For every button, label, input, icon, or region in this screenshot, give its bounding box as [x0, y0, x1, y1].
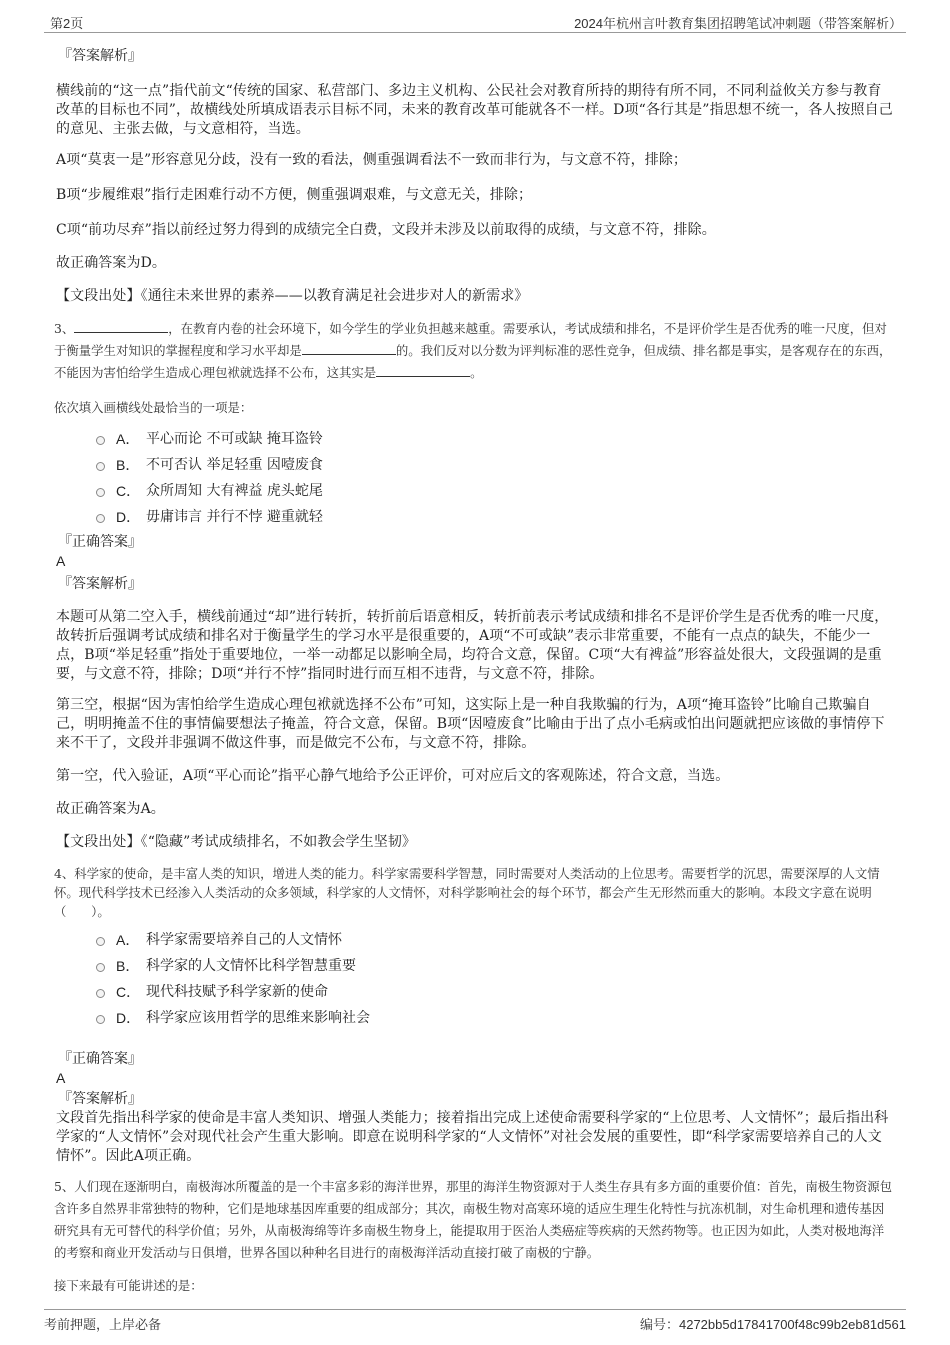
question-3-text [54, 318, 894, 384]
option-a[interactable] [96, 426, 894, 452]
code-label: 编号： [639, 1317, 679, 1332]
radio-icon[interactable] [96, 514, 105, 523]
analysis-tag: 『答案解析』 [58, 576, 142, 592]
radio-icon[interactable] [96, 436, 105, 445]
footer-slogan: 考前押题，上岸必备 [44, 1317, 162, 1332]
passage-source: 【文段出处】《通往未来世界的素养——以教育满足社会进步对人的新需求》 [56, 288, 529, 304]
option-b[interactable] [96, 452, 894, 478]
question-text-part: ，在教育内卷的社会环境下，如今学生的学业负担越来越重。需要承认，考试成绩和排名，不是评价学生是否优秀的唯一尺度，但对于衡量学生对知识的掌握程度和学习水平却是 [54, 321, 887, 358]
fill-blank [302, 342, 396, 355]
option-letter: D． [116, 509, 141, 525]
option-text: 科学家的人文情怀比科学智慧重要 [146, 958, 356, 974]
page-number: 第2页 [50, 16, 84, 31]
radio-icon[interactable] [96, 989, 105, 998]
page-content [56, 44, 894, 1296]
option-letter: A． [116, 431, 140, 447]
option-letter: B． [116, 457, 140, 473]
option-b[interactable] [96, 953, 894, 979]
analysis-paragraph: A项“莫衷一是”形容意见分歧，没有一致的看法，侧重强调看法不一致而非行为，与文意不符，排除； [56, 152, 688, 168]
analysis-paragraph: 文段首先指出科学家的使命是丰富人类知识、增强人类能力；接着指出完成上述使命需要科学家的“上位思考、人文情怀”；最后指出科学家的“人文情怀”会对现代社会产生重大影响。即意在说明科学家的“人文情怀”对社会发展的重要性，即“科学家需要培养自己的人文情怀”。因此A项正确。 [56, 1110, 889, 1164]
analysis-paragraph: C项“前功尽弃”指以前经过努力得到的成绩完全白费，文段并未涉及以前取得的成绩，与文意不符，排除。 [56, 222, 716, 238]
analysis-paragraph: 第一空，代入验证，A项“平心而论”指平心静气地给予公正评价，可对应后文的客观陈述，符合文意，当选。 [56, 768, 730, 784]
analysis-paragraph: B项“步履维艰”指行走困难行动不方便，侧重强调艰难，与文意无关，排除； [56, 187, 533, 203]
correct-answer-tag: 『正确答案』 [58, 534, 142, 550]
option-text: 不可否认 举足轻重 因噎废食 [146, 457, 323, 473]
code-value: 4272bb5d17841700f48c99b2eb81d561 [678, 1317, 906, 1332]
correct-answer: A [56, 553, 66, 569]
option-text: 科学家需要培养自己的人文情怀 [146, 932, 342, 948]
option-a[interactable] [96, 927, 894, 953]
option-letter: D． [116, 1010, 141, 1026]
option-list [96, 426, 894, 530]
analysis-paragraph: 横线前的“这一点”指代前文“传统的国家、私营部门、多边主义机构、公民社会对教育所持的期待有所不同，不同利益攸关方参与教育改革的目标也不同”，故横线处所填成语表示目标不同，未来的教育改革可能就各不一样。D项“各行其是”指思想不统一，各人按照自己的意见、主张去做，与文意相符，当选。 [56, 83, 893, 137]
fill-blank [74, 320, 168, 333]
analysis-paragraph: 本题可从第二空入手，横线前通过“却”进行转折，转折前后语意相反，转折前表示考试成绩和排名不是评价学生是否优秀的唯一尺度，故转折后强调考试成绩和排名对于衡量学生的学习水平是很重要的，A项“不可或缺”表示非常重要，不能有一点点的缺失，不能少一点，B项“举足轻重”指处于重要地位，一举一动都足以影响全局，均符合文意，保留。C项“大有裨益”形容益处很大，文段强调的是重要，与文意不符，排除；D项“并行不悖”指同时进行而互相不违背，与文意不符，排除。 [56, 609, 889, 682]
option-c[interactable] [96, 478, 894, 504]
question-4-text: 4、科学家的使命，是丰富人类的知识，增进人类的能力。科学家需要科学智慧，同时需要对人类活动的上位思考。需要哲学的沉思，需要深厚的人文情怀。现代科学技术已经渗入人类活动的众多领域，科学家的人文情怀，对科学影响社会的每个环节，都会产生无形然而重大的影响。本段文字意在说明（ ）。 [54, 866, 880, 919]
option-text: 毋庸讳言 并行不悖 避重就轻 [146, 509, 323, 525]
analysis-paragraph: 第三空，根据“因为害怕给学生造成心理包袱就选择不公布”可知，这实际上是一种自我欺骗的行为，A项“掩耳盗铃”比喻自己欺骗自己，明明掩盖不住的事情偏要想法子掩盖，符合文意，保留。B项“因噎废食”比喻由于出了点小毛病或怕出问题就把应该做的事情停下来不干了，文段并非强调不做这件事，而是做完不公布，与文意不符，排除。 [56, 697, 885, 751]
radio-icon[interactable] [96, 937, 105, 946]
option-letter: C． [116, 483, 141, 499]
page-header [44, 10, 906, 33]
question-text-part: 的。我们反对以分数为评判标准的恶性竞争，但成绩、排名都是事实，是客观存在的东西，不能因为害怕给学生造成心理包袱就选择不公布，这其实是 [54, 343, 892, 380]
question-5-text: 5、人们现在逐渐明白，南极海冰所覆盖的是一个丰富多彩的海洋世界，那里的海洋生物资源对于人类生存具有多方面的重要价值：首先，南极生物资源包含许多自然界非常独特的物种，它们是地球基因库重要的组成部分；其次，南极生物对高寒环境的适应生理生化特性与抗冻机制，对生命机理和遗传基因研究具有无可替代的科学价值；另外，从南极海绵等许多南极生物身上，能提取用于医治人类癌症等疾病的天然药物等。也正因为如此，人类对极地海洋的考察和商业开发活动与日俱增，世界各国以种种名目进行的南极海洋活动直接打破了南极的宁静。 [54, 1179, 893, 1260]
conclusion: 故正确答案为D。 [56, 255, 167, 271]
analysis-tag: 『答案解析』 [58, 1091, 142, 1107]
question-prompt: 依次填入画横线处最恰当的一项是： [54, 400, 253, 415]
radio-icon[interactable] [96, 1015, 105, 1024]
option-text: 平心而论 不可或缺 掩耳盗铃 [146, 431, 323, 447]
radio-icon[interactable] [96, 488, 105, 497]
conclusion: 故正确答案为A。 [56, 801, 165, 817]
option-letter: B． [116, 958, 140, 974]
document-code [640, 1314, 906, 1333]
option-letter: A． [116, 932, 140, 948]
radio-icon[interactable] [96, 963, 105, 972]
option-letter: C． [116, 984, 141, 1000]
correct-answer: A [56, 1070, 66, 1086]
option-d[interactable] [96, 504, 894, 530]
option-text: 现代科技赋予科学家新的使命 [146, 984, 328, 1000]
option-d[interactable] [96, 1005, 894, 1031]
option-c[interactable] [96, 979, 894, 1005]
question-prompt: 接下来最有可能讲述的是： [54, 1278, 203, 1293]
correct-answer-tag: 『正确答案』 [58, 1051, 142, 1067]
document-title: 2024年杭州言叶教育集团招聘笔试冲刺题（带答案解析） [574, 16, 902, 31]
option-text: 科学家应该用哲学的思维来影响社会 [146, 1010, 370, 1026]
fill-blank [376, 364, 470, 377]
page-footer [44, 1309, 906, 1332]
analysis-tag: 『答案解析』 [58, 48, 142, 64]
question-text-part: 。 [470, 365, 483, 380]
radio-icon[interactable] [96, 462, 105, 471]
passage-source: 【文段出处】《“隐藏”考试成绩排名，不如教会学生坚韧》 [56, 834, 417, 850]
option-list [96, 927, 894, 1031]
question-number: 3、 [54, 321, 75, 336]
option-text: 众所周知 大有裨益 虎头蛇尾 [146, 483, 323, 499]
